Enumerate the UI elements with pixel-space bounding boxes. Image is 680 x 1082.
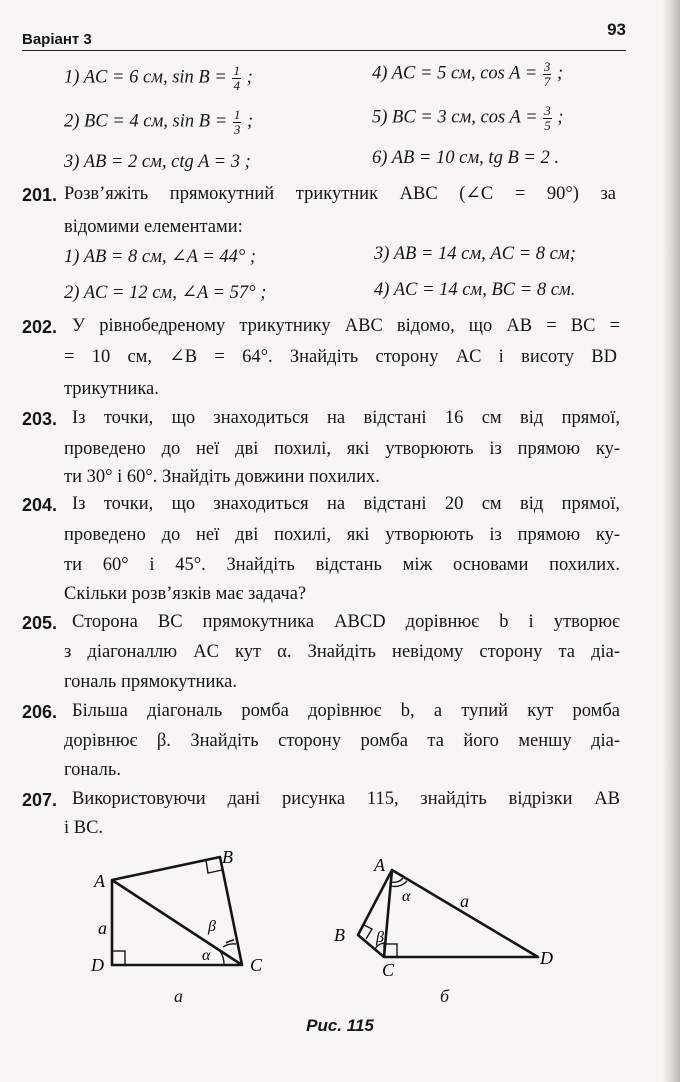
figure-b-label-D: D bbox=[540, 948, 553, 968]
problem-201-option-1: 1) AB = 8 см, ∠A = 44° ; bbox=[64, 247, 257, 267]
problem-206-number: 206. bbox=[22, 702, 58, 722]
problem-201-option-3: 3) AB = 14 см, AC = 8 см; bbox=[374, 244, 576, 264]
figure-b-caption: б bbox=[440, 986, 450, 1006]
problem-206-line: гональ. bbox=[64, 760, 121, 780]
problem-203-number: 203. bbox=[22, 409, 58, 429]
problem-207-line: і BC. bbox=[64, 818, 104, 838]
prev-item-1: 1) AC = 6 см, sin B = $\frac{1}{4}$ ; bbox=[64, 63, 253, 93]
problem-204-line: Скільки розв’язків має задача? bbox=[64, 584, 307, 604]
figure-a-beta-arc bbox=[226, 940, 234, 943]
problem-201-option-4: 4) AC = 14 см, BC = 8 см. bbox=[374, 280, 576, 300]
figure-a-label-D: D bbox=[91, 955, 104, 975]
problem-204-line: проведено до неї дві похилі, які утворюють із прямою ку- bbox=[64, 525, 620, 545]
problem-207-line: Використовуючи дані рисунка 115, знайдіть відрізки AB bbox=[72, 789, 620, 809]
figure-b-label-B: B bbox=[334, 925, 345, 945]
figure-a-beta: β bbox=[208, 918, 216, 935]
problem-204-line: Із точки, що знаходиться на відстані 20 см від прямої, bbox=[72, 494, 620, 514]
page-number: 93 bbox=[607, 20, 626, 39]
problem-201-line: відомими елементами: bbox=[64, 217, 243, 237]
figure-a-right-angle-B bbox=[206, 860, 222, 873]
figure-caption: Рис. 115 bbox=[306, 1016, 374, 1035]
figure-a-label-B: B bbox=[222, 847, 233, 867]
problem-202-line: трикутника. bbox=[64, 379, 159, 399]
figure-a-right-angle-D bbox=[112, 951, 125, 965]
figure-a-quadrilateral bbox=[112, 857, 242, 965]
problem-202-number: 202. bbox=[22, 317, 58, 337]
problem-204-number: 204. bbox=[22, 495, 58, 515]
figure-b bbox=[326, 845, 566, 980]
figure-a-label-C: C bbox=[250, 955, 263, 975]
figure-b-side-a: a bbox=[460, 891, 469, 911]
problem-205-line: гональ прямокутника. bbox=[64, 672, 237, 692]
problem-203-line: Із точки, що знаходиться на відстані 16 см від прямої, bbox=[72, 408, 620, 428]
fraction: $\frac{1}{3}$ bbox=[233, 107, 241, 137]
problem-201-number: 201. bbox=[22, 185, 58, 205]
problem-205-line: Сторона BC прямокутника ABCD дорівнює b і утворює bbox=[72, 612, 620, 632]
figure-b-triangle-ACD bbox=[384, 870, 538, 957]
figure-a-caption: а bbox=[174, 986, 183, 1006]
prev-item-6: 6) AB = 10 см, tg B = 2 . bbox=[372, 148, 559, 168]
page-edge-shadow bbox=[662, 0, 680, 1082]
problem-205-line: з діагоналлю AC кут α. Знайдіть невідому сторону та діа- bbox=[64, 642, 620, 662]
problem-207-number: 207. bbox=[22, 790, 58, 810]
problem-204-line: ти 60° і 45°. Знайдіть відстань між основами похилих. bbox=[64, 555, 620, 575]
fraction: $\frac{1}{4}$ bbox=[233, 63, 240, 93]
figure-b-label-A: A bbox=[374, 855, 385, 875]
figure-a bbox=[80, 845, 280, 980]
figure-a-label-A: A bbox=[94, 871, 105, 891]
figure-b-label-C: C bbox=[382, 960, 395, 980]
figure-a-alpha: α bbox=[202, 947, 211, 964]
prev-item-5: 5) BC = 3 см, cos A = $\frac{3}{5}$ ; bbox=[372, 103, 564, 133]
figure-b-beta: β bbox=[376, 929, 384, 946]
running-header bbox=[22, 28, 626, 51]
variant-title: Варіант 3 bbox=[22, 31, 92, 48]
problem-205-number: 205. bbox=[22, 613, 58, 633]
problem-203-line: проведено до неї дві похилі, які утворюють із прямою ку- bbox=[64, 439, 620, 459]
prev-item-4: 4) AC = 5 см, cos A = $\frac{3}{7}$ ; bbox=[372, 59, 564, 89]
figure-b-alpha-arc bbox=[391, 878, 403, 882]
fraction: $\frac{3}{5}$ bbox=[544, 103, 551, 133]
prev-item-3: 3) AB = 2 см, ctg A = 3 ; bbox=[64, 152, 251, 172]
figure-a-side-a: a bbox=[98, 918, 107, 938]
problem-202-line: = 10 см, ∠B = 64°. Знайдіть сторону AC і висоту BD bbox=[64, 347, 617, 367]
figure-a-diagonal bbox=[112, 880, 242, 965]
problem-206-line: Більша діагональ ромба дорівнює b, а тупий кут ромба bbox=[72, 701, 620, 721]
problem-201-option-2: 2) AC = 12 см, ∠A = 57° ; bbox=[64, 283, 267, 303]
figure-b-alpha: α bbox=[402, 888, 411, 905]
problem-203-line: ти 30° і 60°. Знайдіть довжини похилих. bbox=[64, 467, 380, 487]
problem-201-line: Розв’яжіть прямокутний трикутник ABC (∠C = 90°) за bbox=[64, 184, 616, 204]
figure-b-right-angle-B bbox=[364, 925, 372, 939]
fraction: $\frac{3}{7}$ bbox=[543, 59, 551, 89]
problem-206-line: дорівнює β. Знайдіть сторону ромба та його меншу діа- bbox=[64, 731, 620, 751]
problem-202-line: У рівнобедреному трикутнику ABC відомо, що AB = BC = bbox=[72, 316, 620, 336]
prev-item-2: 2) BC = 4 см, sin B = $\frac{1}{3}$ ; bbox=[64, 107, 254, 137]
